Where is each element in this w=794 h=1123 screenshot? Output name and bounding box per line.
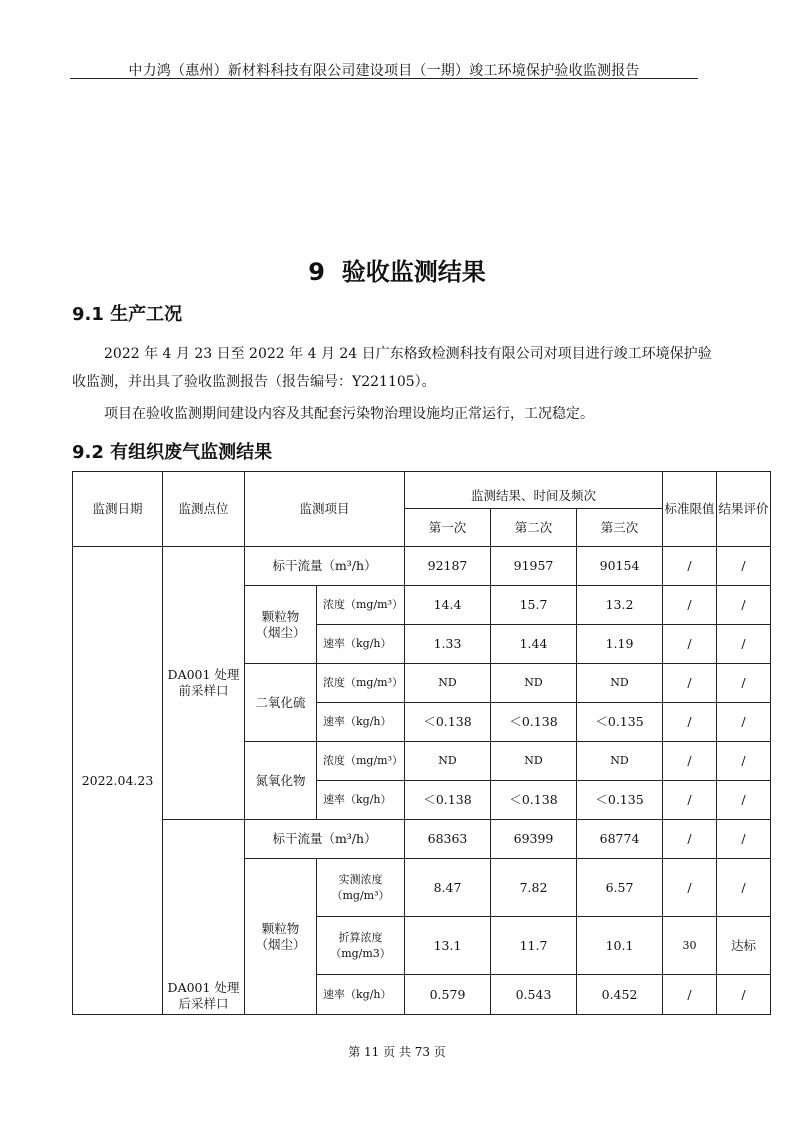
value-cell: 0.543: [491, 975, 577, 1015]
standard-cell: /: [663, 820, 717, 859]
value-cell: 92187: [405, 547, 491, 586]
standard-cell: /: [663, 664, 717, 703]
parameter-label: 折算浓度（mg/m3）: [317, 917, 405, 975]
page-number: 第 11 页 共 73 页: [348, 1045, 446, 1059]
standard-cell: 30: [663, 917, 717, 975]
value-cell: ＜0.138: [491, 781, 577, 820]
value-cell: 91957: [491, 547, 577, 586]
pollutant-nox: 氮氧化物: [245, 742, 317, 820]
value-cell: 10.1: [577, 917, 663, 975]
value-cell: 1.33: [405, 625, 491, 664]
value-cell: 15.7: [491, 586, 577, 625]
value-cell: ＜0.135: [577, 781, 663, 820]
section-9-1-paragraph-2: [72, 400, 722, 428]
value-cell: ND: [577, 742, 663, 781]
sampling-point-after: DA001 处理后采样口: [163, 820, 245, 1015]
value-cell: 8.47: [405, 859, 491, 917]
section-9-1-title: 9.1 生产工况: [72, 304, 183, 325]
chapter-title: 9 验收监测结果: [308, 258, 486, 286]
paragraph-2-text: 项目在验收监测期间建设内容及其配套污染物治理设施均正常运行，工况稳定。: [104, 406, 594, 422]
header-item: 监测项目: [245, 472, 405, 547]
header-date: 监测日期: [73, 472, 163, 547]
standard-cell: /: [663, 586, 717, 625]
value-cell: ND: [405, 664, 491, 703]
parameter-label: 浓度（mg/m³）: [317, 664, 405, 703]
evaluation-cell: /: [717, 586, 771, 625]
evaluation-cell: /: [717, 820, 771, 859]
evaluation-cell: /: [717, 975, 771, 1015]
value-cell: 68363: [405, 820, 491, 859]
parameter-label: 速率（kg/h）: [317, 625, 405, 664]
standard-cell: /: [663, 703, 717, 742]
value-cell: 0.579: [405, 975, 491, 1015]
pollutant-particulate: 颗粒物（烟尘）: [245, 586, 317, 664]
value-cell: 6.57: [577, 859, 663, 917]
evaluation-cell: /: [717, 625, 771, 664]
header-point: 监测点位: [163, 472, 245, 547]
parameter-label: 实测浓度（mg/m³）: [317, 859, 405, 917]
standard-cell: /: [663, 781, 717, 820]
header-run-1: 第一次: [405, 509, 491, 547]
table-row: 标干流量（m³/h）: [245, 547, 405, 586]
sampling-point-before: DA001 处理前采样口: [163, 547, 245, 820]
header-run-2: 第二次: [491, 509, 577, 547]
value-cell: 1.44: [491, 625, 577, 664]
monitoring-date: 2022.04.23: [73, 547, 163, 1015]
value-cell: ＜0.135: [577, 703, 663, 742]
standard-cell: /: [663, 742, 717, 781]
parameter-label: 速率（kg/h）: [317, 781, 405, 820]
value-cell: ND: [577, 664, 663, 703]
value-cell: 13.1: [405, 917, 491, 975]
parameter-label: 浓度（mg/m³）: [317, 586, 405, 625]
value-cell: ND: [405, 742, 491, 781]
evaluation-cell: /: [717, 742, 771, 781]
standard-cell: /: [663, 859, 717, 917]
standard-cell: /: [663, 625, 717, 664]
value-cell: 0.452: [577, 975, 663, 1015]
header-rule: [70, 78, 698, 79]
parameter-label: 速率（kg/h）: [317, 975, 405, 1015]
section-9-2-title: 9.2 有组织废气监测结果: [72, 442, 273, 463]
value-cell: 68774: [577, 820, 663, 859]
header-standard: 标准限值: [663, 472, 717, 547]
value-cell: 13.2: [577, 586, 663, 625]
value-cell: 69399: [491, 820, 577, 859]
header-evaluation: 结果评价: [717, 472, 771, 547]
value-cell: 90154: [577, 547, 663, 586]
evaluation-cell: /: [717, 703, 771, 742]
exhaust-gas-results-table: [72, 471, 771, 1015]
evaluation-cell: /: [717, 664, 771, 703]
value-cell: ＜0.138: [405, 781, 491, 820]
header-results: 监测结果、时间及频次: [405, 472, 663, 509]
evaluation-cell: /: [717, 781, 771, 820]
value-cell: ND: [491, 742, 577, 781]
value-cell: ＜0.138: [491, 703, 577, 742]
parameter-label: 浓度（mg/m³）: [317, 742, 405, 781]
evaluation-cell: /: [717, 859, 771, 917]
evaluation-cell: /: [717, 547, 771, 586]
standard-cell: /: [663, 547, 717, 586]
value-cell: ND: [491, 664, 577, 703]
value-cell: 1.19: [577, 625, 663, 664]
paragraph-1-text: 2022 年 4 月 23 日至 2022 年 4 月 24 日广东格致检测科技有限公司对项目进行竣工环境保护验收监测，并出具了验收监测报告（报告编号：Y221105）。: [72, 346, 712, 390]
parameter-label: 速率（kg/h）: [317, 703, 405, 742]
value-cell: 11.7: [491, 917, 577, 975]
value-cell: 14.4: [405, 586, 491, 625]
pollutant-particulate-after: 颗粒物（烟尘）: [245, 859, 317, 1015]
section-9-1-paragraph-1: [72, 340, 722, 396]
standard-cell: /: [663, 975, 717, 1015]
running-header: 中力鸿（惠州）新材料科技有限公司建设项目（一期）竣工环境保护验收监测报告: [128, 63, 640, 79]
pollutant-so2: 二氧化硫: [245, 664, 317, 742]
value-cell: ＜0.138: [405, 703, 491, 742]
table-row: 标干流量（m³/h）: [245, 820, 405, 859]
evaluation-cell: 达标: [717, 917, 771, 975]
header-run-3: 第三次: [577, 509, 663, 547]
value-cell: 7.82: [491, 859, 577, 917]
